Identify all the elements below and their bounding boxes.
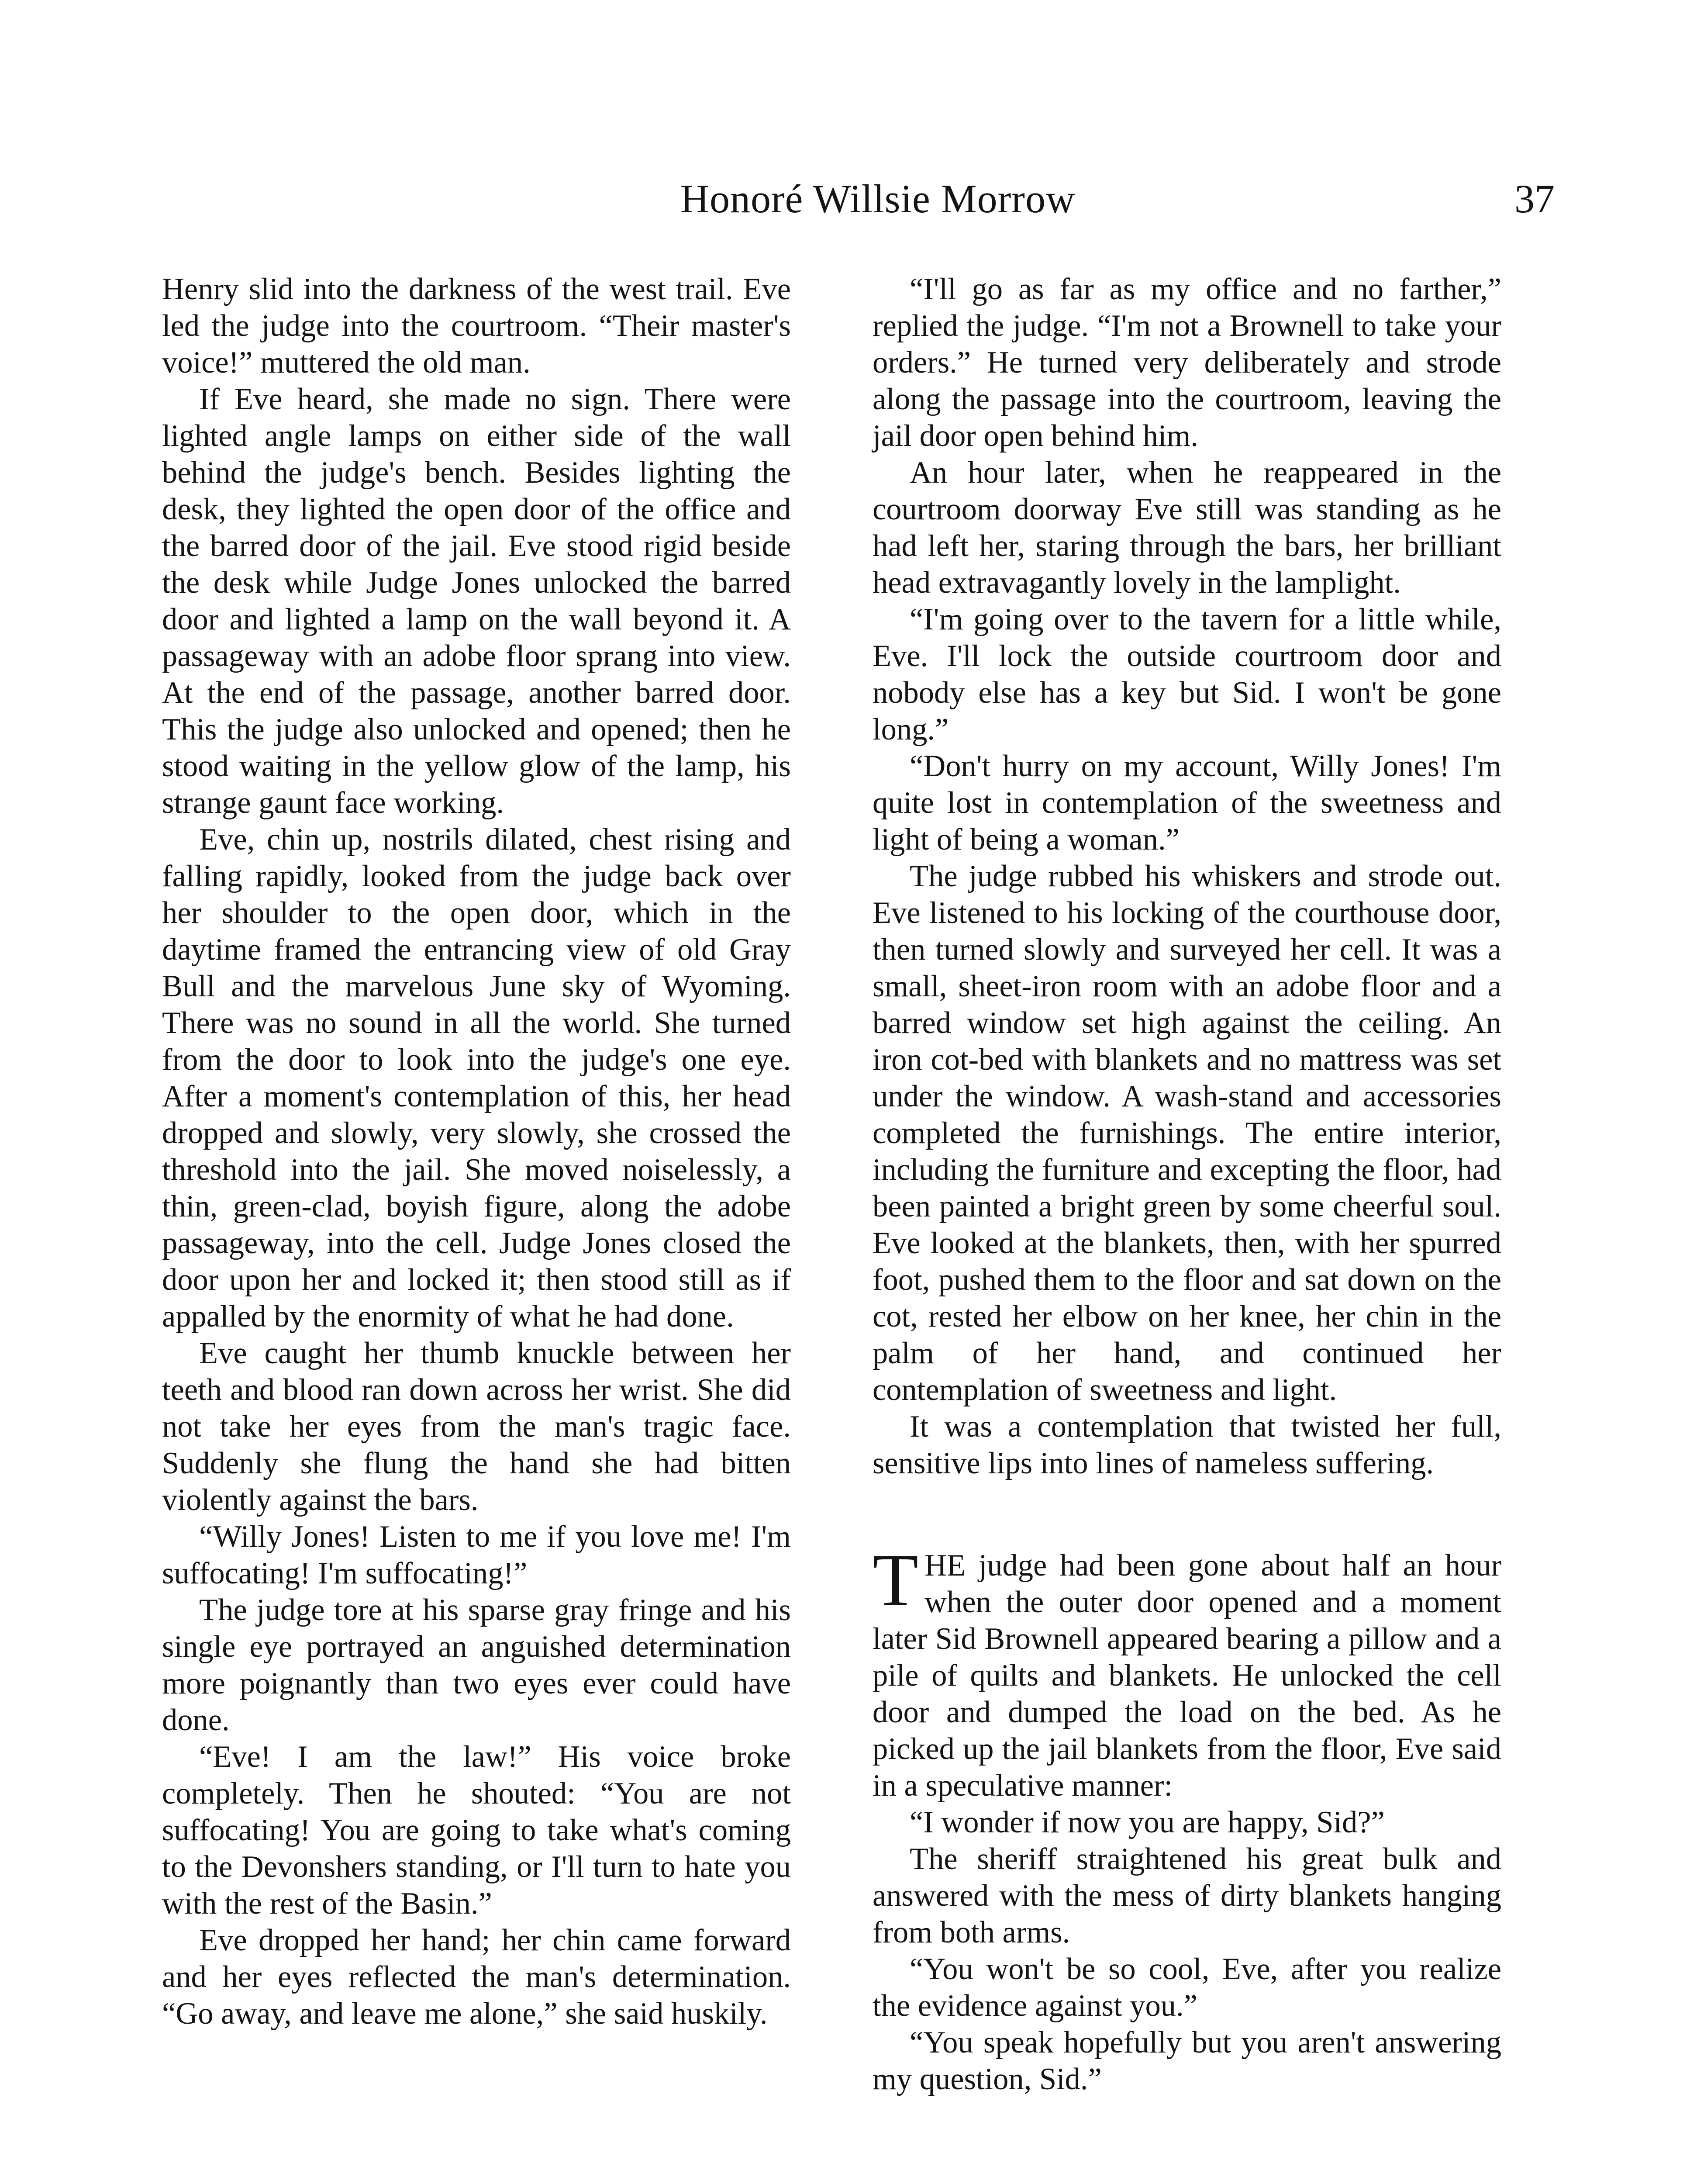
paragraph: An hour later, when he reappeared in the courtroom doorway Eve still was standing as he had left her, staring through the bars, her brilliant head extravagantly lovely in the lamplight. bbox=[873, 456, 1501, 600]
paragraph: The judge rubbed his whiskers and strode out. Eve listened to his locking of the courthouse door, then turned slowly and surveyed her cell. It was a small, sheet-iron room with an adobe floor and a barred window set high against the ceiling. An iron cot-bed with blankets and no mattress was set under the window. A wash-stand and accessories completed the furnishings. The entire interior, including the furniture and excepting the floor, had been painted a bright green by some cheerful soul. Eve looked at the blankets, then, with her spurred foot, pushed them to the floor and sat down on the cot, rested her elbow on her knee, her chin in the palm of her hand, and continued her contemplation of sweetness and light. bbox=[873, 859, 1501, 1407]
left-column bbox=[162, 271, 791, 2032]
page-number: 37 bbox=[1514, 176, 1555, 221]
section-break bbox=[873, 1482, 1501, 1547]
page-header bbox=[201, 166, 1555, 232]
paragraph: “You speak hopefully but you aren't answering my question, Sid.” bbox=[873, 2025, 1501, 2096]
paragraph: If Eve heard, she made no sign. There were lighted angle lamps on either side of the wall behind the judge's bench. Besides lighting the desk, they lighted the open door of the office and the barred door of the jail. Eve stood rigid beside the desk while Judge Jones unlocked the barred door and lighted a lamp on the wall beyond it. A passageway with an adobe floor sprang into view. At the end of the passage, another barred door. This the judge also unlocked and opened; then he stood waiting in the yellow glow of the lamp, his strange gaunt face working. bbox=[162, 382, 791, 820]
paragraph: Eve, chin up, nostrils dilated, chest rising and falling rapidly, looked from the judge back over her shoulder to the open door, which in the daytime framed the entrancing view of old Gray Bull and the marvelous June sky of Wyoming. There was no sound in all the world. She turned from the door to look into the judge's one eye. After a moment's contemplation of this, her head dropped and slowly, very slowly, she crossed the threshold into the jail. She moved noiselessly, a thin, green-clad, boyish figure, along the adobe passageway, into the cell. Judge Jones closed the door upon her and locked it; then stood still as if appalled by the enormity of what he had done. bbox=[162, 822, 791, 1334]
section-opening-paragraph bbox=[873, 1539, 1501, 1804]
paragraph: It was a contemplation that twisted her full, sensitive lips into lines of nameless suffering. bbox=[873, 1410, 1501, 1480]
paragraph: “I wonder if now you are happy, Sid?” bbox=[910, 1805, 1385, 1839]
paragraph: “Eve! I am the law!” His voice broke completely. Then he shouted: “You are not suffocating! You are going to take what's coming to the Devonshers standing, or I'll turn to hate you with the rest of the Basin.” bbox=[162, 1740, 791, 1921]
paragraph: “Don't hurry on my account, Willy Jones! I'm quite lost in contemplation of the sweetness and light of being a woman.” bbox=[873, 749, 1501, 857]
paragraph: Henry slid into the darkness of the west trail. Eve led the judge into the courtroom. “Their master's voice!” muttered the old man. bbox=[162, 272, 791, 380]
paragraph: The judge tore at his sparse gray fringe and his single eye portrayed an anguished determination more poignantly than two eyes ever could have done. bbox=[162, 1593, 791, 1737]
paragraph: “Willy Jones! Listen to me if you love me! I'm suffocating! I'm suffocating!” bbox=[162, 1520, 791, 1590]
paragraph: The sheriff straightened his great bulk and answered with the mess of dirty blankets hanging from both arms. bbox=[873, 1842, 1501, 1949]
section-opening-text: HE judge had been gone about half an hour when the outer door opened and a moment later Sid Brownell appeared bearing a pillow and a pile of quilts and blankets. He unlocked the cell door and dumped the load on the bed. As he picked up the jail blankets from the floor, Eve said in a speculative manner: bbox=[873, 1548, 1501, 1803]
paragraph: “I'll go as far as my office and no farther,” replied the judge. “I'm not a Brownell to take your orders.” He turned very deliberately and strode along the passage into the courtroom, leaving the jail door open behind him. bbox=[873, 272, 1501, 453]
author-heading: Honoré Willsie Morrow bbox=[680, 176, 1076, 221]
paragraph: Eve caught her thumb knuckle between her teeth and blood ran down across her wrist. She did not take her eyes from the man's tragic face. Suddenly she flung the hand she had bitten violently against the bars. bbox=[162, 1336, 791, 1517]
right-column bbox=[873, 271, 1501, 2098]
paragraph: Eve dropped her hand; her chin came forward and her eyes reflected the man's determination. “Go away, and leave me alone,” she said huskily. bbox=[162, 1923, 791, 2031]
paragraph: “You won't be so cool, Eve, after you realize the evidence against you.” bbox=[873, 1952, 1501, 2023]
drop-cap: T bbox=[873, 1539, 919, 1622]
paragraph: “I'm going over to the tavern for a little while, Eve. I'll lock the outside courtroom door and nobody else has a key but Sid. I won't be gone long.” bbox=[873, 602, 1501, 746]
